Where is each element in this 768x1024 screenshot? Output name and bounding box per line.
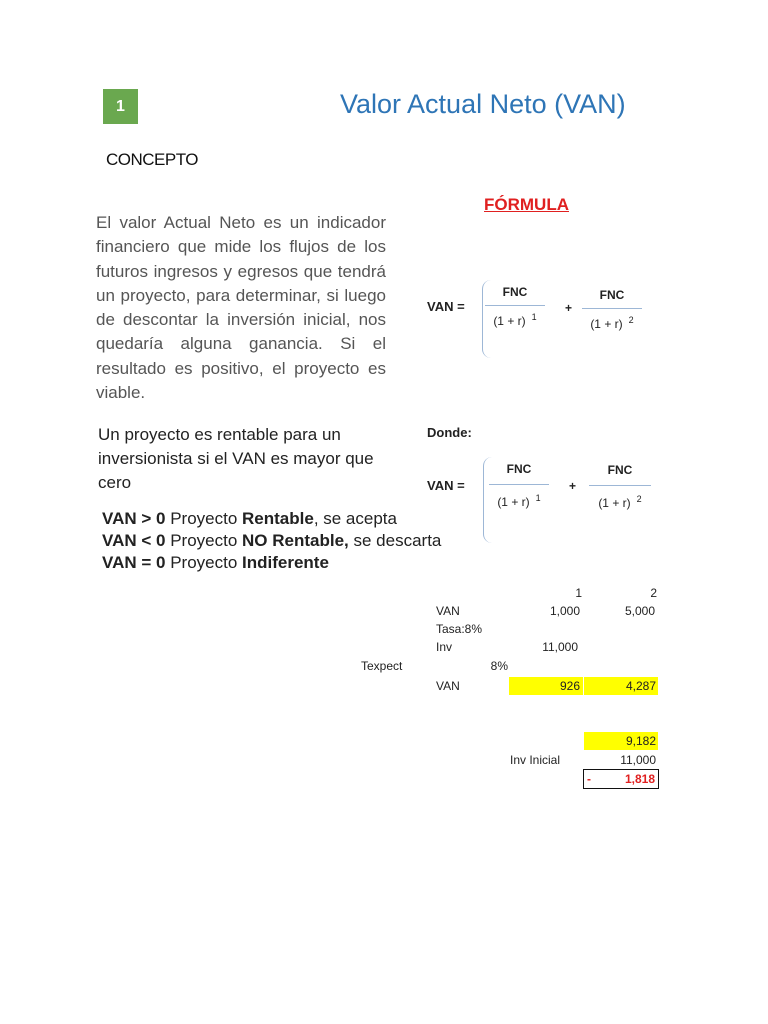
result-sign: - (587, 772, 591, 786)
van-period-2: 5,000 (624, 604, 655, 618)
header-col-1: 1 (575, 586, 582, 600)
rule-positive: VAN > 0 Proyecto Rentable, se acepta (102, 509, 397, 528)
page-title: Valor Actual Neto (VAN) (340, 89, 626, 119)
formula-heading: FÓRMULA (484, 195, 569, 214)
van-rules (102, 508, 441, 574)
row-van-label: VAN (436, 604, 460, 618)
concept-heading: CONCEPTO (106, 150, 199, 169)
inv-inicial-label: Inv Inicial (510, 753, 561, 767)
formula-van-label: VAN = (427, 478, 465, 493)
inv-label: Inv (436, 640, 453, 654)
donde-label: Donde: (427, 425, 472, 440)
plus-sign: + (569, 479, 577, 493)
tasa-label: Tasa:8% (436, 622, 483, 636)
fraction-term-2: FNC (1 + r) $^2$ (589, 463, 651, 510)
rule-zero: VAN = 0 Proyecto Indiferente (102, 553, 329, 572)
inv-value: 11,000 (542, 640, 578, 654)
van-result-cell (583, 769, 659, 789)
van-period-1: 1,000 (549, 604, 580, 618)
formula-block-bottom (427, 457, 662, 545)
formula-van-label: VAN = (427, 299, 465, 314)
fraction-term-1: FNC (1 + r) $^1$ (489, 462, 549, 509)
formula-block-top (427, 280, 657, 360)
van-pv-label: VAN (436, 679, 460, 693)
pv-period-1: 926 (509, 677, 583, 695)
inv-inicial-value: 11,000 (620, 753, 656, 767)
rule-negative: VAN < 0 Proyecto NO Rentable, se descarta (102, 531, 442, 550)
fraction-term-1: FNC (1 + r) $^1$ (485, 285, 545, 328)
section-number-badge: 1 (103, 89, 138, 124)
plus-sign: + (565, 301, 573, 315)
fraction-term-2: FNC (1 + r) $^2$ (582, 288, 642, 331)
result-value: 1,818 (624, 772, 655, 786)
texpect-value: 8% (490, 659, 508, 673)
header-col-2: 2 (650, 586, 657, 600)
pv-sum: 9,182 (584, 732, 658, 750)
texpect-label: Texpect (361, 659, 403, 673)
pv-period-2: 4,287 (584, 677, 658, 695)
rentable-text: Un proyecto es rentable para un inversionista si el VAN es mayor que cero (98, 425, 374, 492)
concept-paragraph: El valor Actual Neto es un indicador financiero que mide los flujos de los futuros ingresos y egresos que tendrá un proyecto, para determinar, si luego de descontar la inversión inicial, nos quedaría alguna ganancia. Si el resultado es positivo, el proyecto es viable. (96, 213, 386, 403)
